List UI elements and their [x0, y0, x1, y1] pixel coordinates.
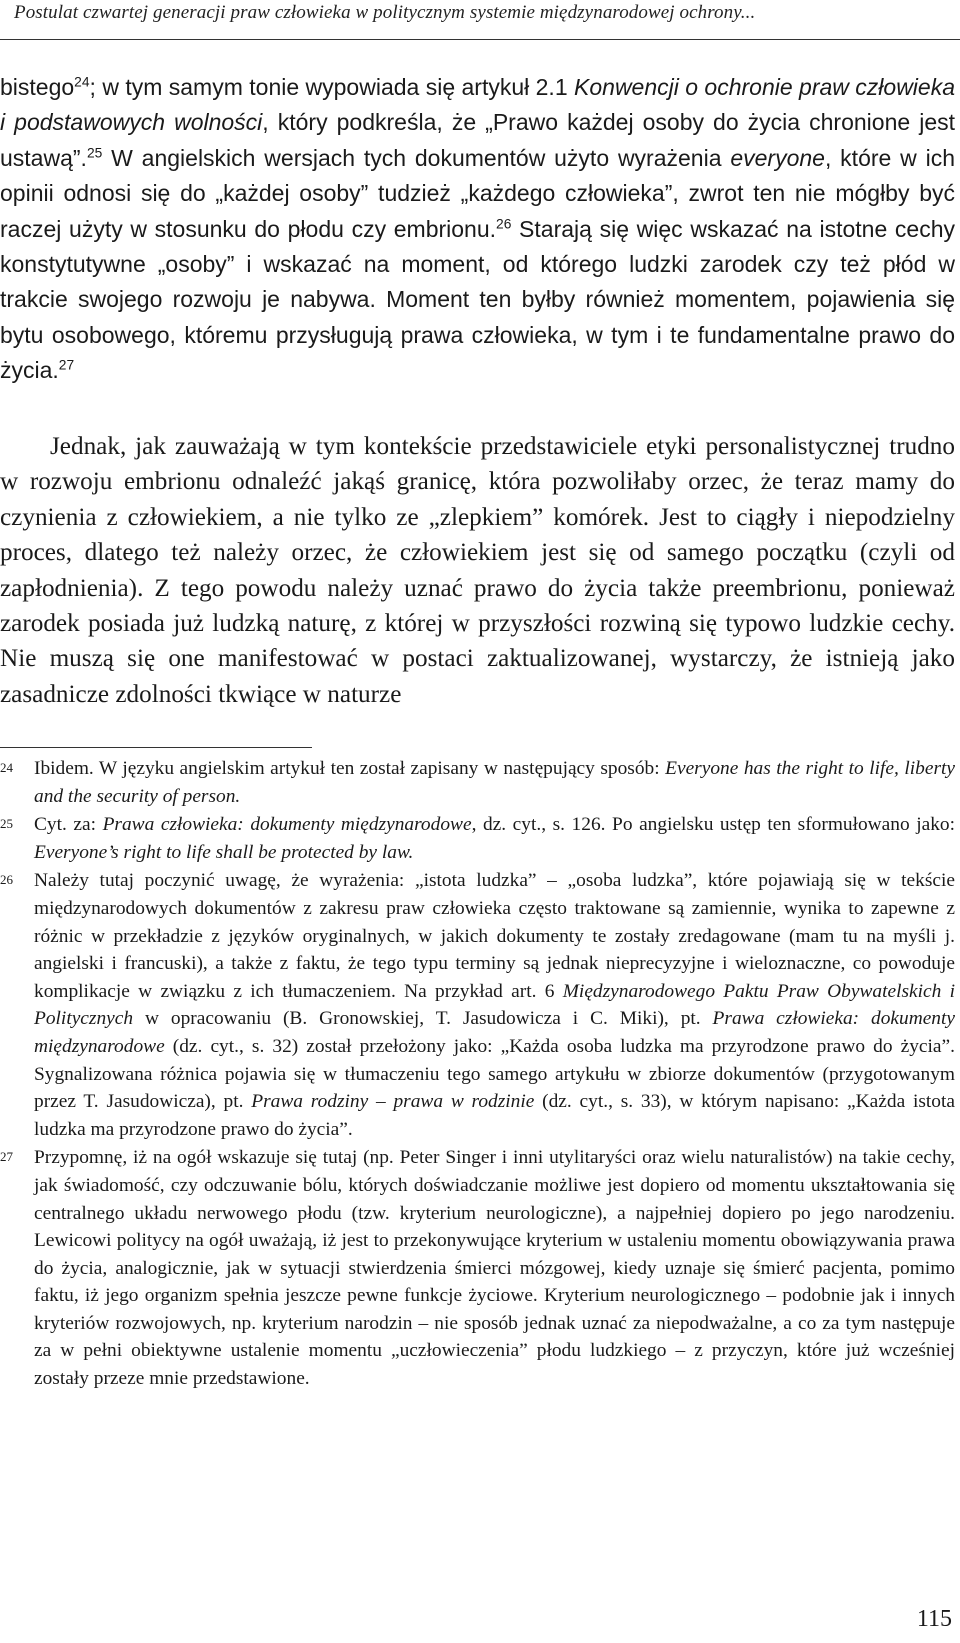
body-text: , które w ich opinii odnosi się do „każdej osoby” tudzież „każdego człowieka”, zwrot ten nie mógłby być raczej użyty w stosunku do płodu czy embrionu. [0, 144, 955, 242]
footnote-number: 26 [0, 872, 13, 888]
footnote-text: Ibidem. W języku angielskim artykuł ten został zapisany w następujący sposób: Everyone has the right to life, liberty and the security of person. [34, 758, 955, 807]
footnote-26 [0, 867, 955, 1143]
running-header: Postulat czwartej generacji praw człowieka w politycznym systemie międzynarodowej ochrony... [14, 2, 756, 23]
italic-title-convention: Konwencji o ochronie praw człowieka i podstawowych wolności [0, 74, 955, 136]
footnote-text: Cyt. za: Prawa człowieka: dokumenty międzynarodowe, dz. cyt., s. 126. Po angielsku ustęp ten sformułowano jako: Everyone’s right to life shall be protected by law. [34, 814, 956, 863]
body-text: , który podkreśla, że „Prawo każdej osoby do życia chronione jest ustawą”. [0, 109, 956, 171]
body-paragraph-continued [0, 70, 955, 389]
body-text: ; w tym samym tonie wypowiada się artykuł 2.1 [89, 74, 575, 100]
footnote-ref-24[interactable]: 24 [74, 74, 90, 90]
body-text: Starają się więc wskazać na istotne cechy konstytutywne „osoby” i wskazać na moment, od którego ludzki zarodek czy też płód w trakcie swojego rozwoju je nabywa. Moment ten byłby również momentem, pojawienia się bytu osobowego, któremu przysługują prawa człowieka, w tym i te fundamentalne prawo do życia. [0, 215, 955, 384]
footnote-ref-27[interactable]: 27 [58, 357, 75, 373]
body-text: bistego [0, 74, 75, 100]
footnote-number: 25 [0, 816, 13, 832]
body-paragraph [0, 429, 955, 712]
italic-term-everyone: everyone [730, 144, 825, 171]
page-number: 115 [916, 1606, 952, 1632]
footnote-ref-26[interactable]: 26 [496, 215, 512, 231]
body-text: W angielskich wersjach tych dokumentów użyto wyrażenia [102, 144, 731, 171]
footnote-text: Przypomnę, iż na ogół wskazuje się tutaj (np. Peter Singer i inni utylitaryści oraz wielu naturalistów) na takie cechy, jak świadomość, czy odczuwanie bólu, których doświadczanie możliwe jest dopiero od momentu ukształtowania się centralnego układu nerwowego płodu (tzw. kryterium neurologiczne), a najpełniej dopiero po jego narodzeniu. Lewicowi politycy na ogół uważają, iż jest to przekonywujące kryterium w ustaleniu momentu obowiązywania prawa do życia, analogicznie, jak w sytuacji stwierdzenia śmierci mózgowej, kiedy uznaje się śmierć pacjenta, pomimo faktu, iż jego organizm spełnia jeszcze pewne funkcje życiowe. Kryterium neurologicznego – podobnie jak i innych kryteriów rozwojowych, np. kryterium narodzin – nie sposób jednak uznać za niepodważalne, a co za tym następuje za w pełni obiektywne ustalenie momentu „uczłowieczenia” płodu ludzkiego – z przyczyn, które już wcześniej zostały przeze mnie przedstawione. [34, 1147, 955, 1390]
footnote-ref-25[interactable]: 25 [86, 145, 103, 161]
paragraph-text: Jednak, jak zauważają w tym kontekście przedstawiciele etyki personalistycznej trudno w rozwoju embrionu odnaleźć jakąś granicę, która pozwoliłaby orzec, że teraz mamy do czynienia z człowiekiem, a nie tylko ze „zlepkiem” komórek. Jest to ciągły i niepodzielny proces, dlatego też należy orzec, że człowiekiem jest się od samego początku (czyli od zapłodnienia). Z tego powodu należy uznać prawo do życia także preembrionu, ponieważ zarodek posiada już ludzką naturę, z której w przyszłości rozwiną się typowo ludzkie cechy. Nie muszą się one manifestować w postaci zaktualizowanej, wystarczy, że istnieją jako zasadnicze zdolności tkwiące w naturze [0, 433, 955, 708]
footnote-25 [0, 811, 955, 866]
footnote-number: 24 [0, 760, 13, 775]
footnote-text: Należy tutaj poczynić uwagę, że wyrażenia: „istota ludzka” – „osoba ludzka”, które pojawiają się w tekście międzynarodowych dokumentów z zakresu praw człowieka często traktowane są zamiennie, wynika to zapewne z różnic w przekładzie z języków oryginalnych, w jakich dokumenty te zostały zredagowane (mam tu na myśli j. angielski i francuski), a także z faktu, że tego typu terminy są jednak nieprecyzyjne i wieloznaczne, co powoduje komplikacje w związku z ich tłumaczeniem. Na przykład art. 6 Międzynarodowego Paktu Praw Obywatelskich i Politycznych w opracowaniu (B. Gronowskiej, T. Jasudowicza i C. Miki), pt. Prawa człowieka: dokumenty międzynarodowe (dz. cyt., s. 32) został przełożony jako: „Każda osoba ludzka ma przyrodzone prawo do życia”. Sygnalizowana różnica pojawia się w tłumaczeniu tego samego artykułu w zbiorze dokumentów (przygotowanym przez T. Jasudowicza), pt. Prawa rodziny – prawa w rodzinie (dz. cyt., s. 33), w którym napisano: „Każda istota ludzka ma przyrodzone prawo do życia”. [34, 870, 955, 1140]
footnote-24 [0, 755, 955, 810]
footnote-27 [0, 1144, 955, 1392]
header-rule [0, 39, 960, 40]
footnotes [0, 755, 955, 1393]
footnote-separator [0, 747, 312, 748]
footnote-number: 27 [0, 1149, 13, 1165]
